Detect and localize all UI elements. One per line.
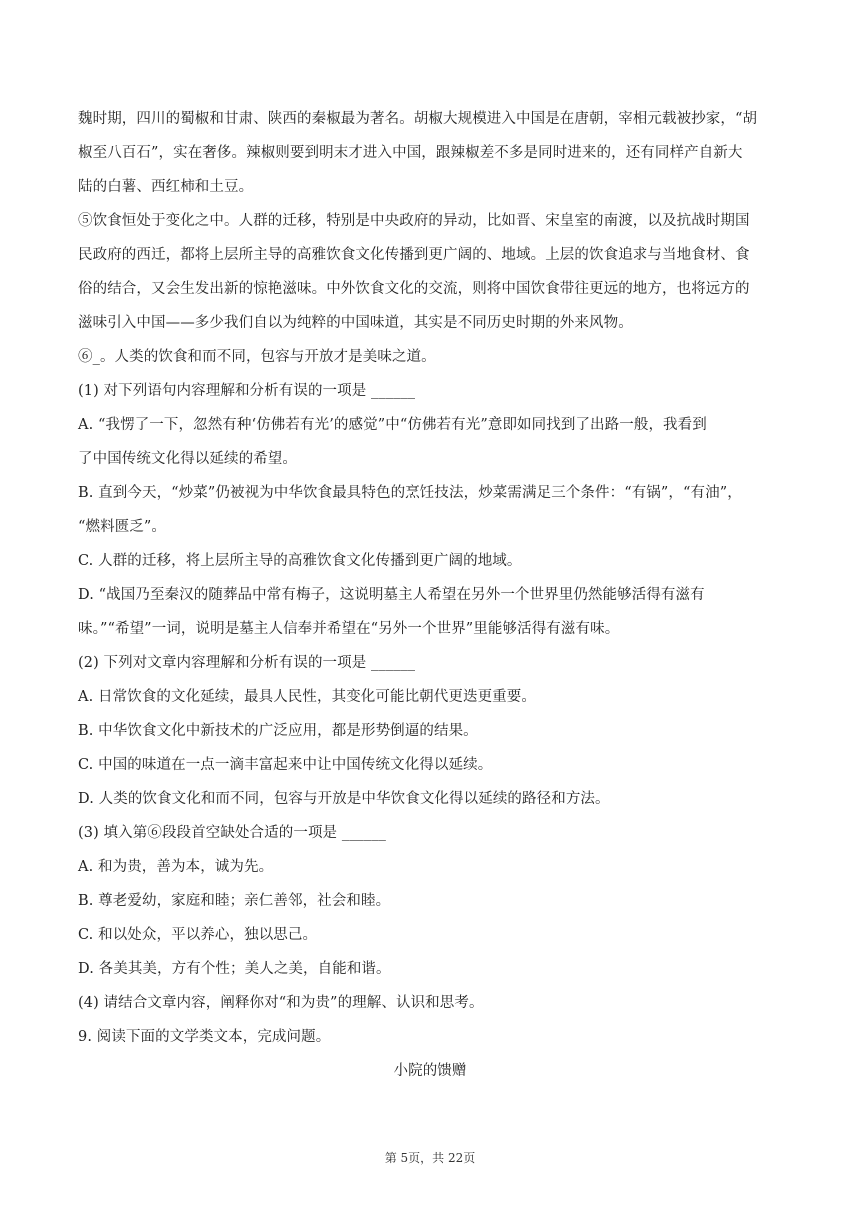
question-3-option-d: D. 各美其美，方有个性；美人之美，自能和谐。 [78,961,391,977]
section-9-instruction: 9. 阅读下面的文学类文本，完成问题。 [78,1029,331,1045]
question-3-option-a: A. 和为贵，善为本，诚为先。 [78,859,274,875]
question-2-option-c: C. 中国的味道在一点一滴丰富起来中让中国传统文化得以延续。 [78,757,493,773]
question-1-option-b-line-2: “燃料匮乏”。 [78,519,167,535]
story-title: 小院的馈赠 [393,1063,467,1079]
question-1-option-b-line-1: B. 直到今天，“炒菜”仍被视为中华饮食最具特色的烹饪技法，炒菜需满足三个条件：“有锅”，“有油”， [78,485,742,501]
question-2-option-d: D. 人类的饮食文化和而不同，包容与开放是中华饮食文化得以延续的路径和方法。 [78,791,610,807]
question-2-stem: (2) 下列对文章内容理解和分析有误的一项是 ______ [78,655,416,671]
question-1-option-a-line-2: 了中国传统文化得以延续的希望。 [78,451,297,467]
page-footer: 第 5页，共 22页 [384,1151,476,1165]
question-2-option-a: A. 日常饮食的文化延续，最具人民性，其变化可能比朝代更迭更重要。 [78,689,536,705]
paragraph-4-line-3: 陆的白薯、西红柿和土豆。 [78,179,254,195]
paragraph-4-line-2: 椒至八百石”，实在奢侈。辣椒则要到明末才进入中国，跟辣椒差不多是同时进来的，还有同样产自新大 [78,145,743,161]
paragraph-6: ⑥_。人类的饮食和而不同，包容与开放才是美味之道。 [78,349,436,365]
question-1-option-c: C. 人群的迁移，将上层所主导的高雅饮食文化传播到更广阔的地域。 [78,553,522,569]
paragraph-5-line-4: 滋味引入中国——多少我们自以为纯粹的中国味道，其实是不同历史时期的外来风物。 [78,315,633,331]
question-4-stem: (4) 请结合文章内容，阐释你对“和为贵”的理解、认识和思考。 [78,995,484,1011]
question-3-option-c: C. 和以处众，平以养心，独以思己。 [78,927,318,943]
question-1-stem: (1) 对下列语句内容理解和分析有误的一项是 ______ [78,383,416,399]
question-3-option-b: B. 尊老爱幼，家庭和睦；亲仁善邻，社会和睦。 [78,893,391,909]
question-3-stem: (3) 填入第⑥段段首空缺处合适的一项是 ______ [78,825,386,841]
question-2-option-b: B. 中华饮食文化中新技术的广泛应用，都是形势倒逼的结果。 [78,723,478,739]
paragraph-4-line-1: 魏时期，四川的蜀椒和甘肃、陕西的秦椒最为著名。胡椒大规模进入中国是在唐朝，宰相元载被抄家，“胡 [78,111,758,127]
paragraph-5-line-1: ⑤饮食恒处于变化之中。人群的迁移，特别是中央政府的异动，比如晋、宋皇室的南渡，以及抗战时期国 [78,213,750,229]
paragraph-5-line-3: 俗的结合，又会生发出新的惊艳滋味。中外饮食文化的交流，则将中国饮食带往更远的地方，也将远方的 [78,281,750,297]
paragraph-5-line-2: 民政府的西迁，都将上层所主导的高雅饮食文化传播到更广阔的、地域。上层的饮食追求与当地食材、食 [78,247,750,263]
question-1-option-d-line-2: 味。”“希望”一词，说明是墓主人信奉并希望在“另外一个世界”里能够活得有滋有味。 [78,621,620,637]
question-1-option-a-line-1: A. “我愣了一下，忽然有种‘仿佛若有光’的感觉”中“仿佛若有光”意即如同找到了出路一般，我看到 [78,417,707,433]
question-1-option-d-line-1: D. “战国乃至秦汉的随葬品中常有梅子，这说明墓主人希望在另外一个世界里仍然能够活得有滋有 [78,587,705,603]
